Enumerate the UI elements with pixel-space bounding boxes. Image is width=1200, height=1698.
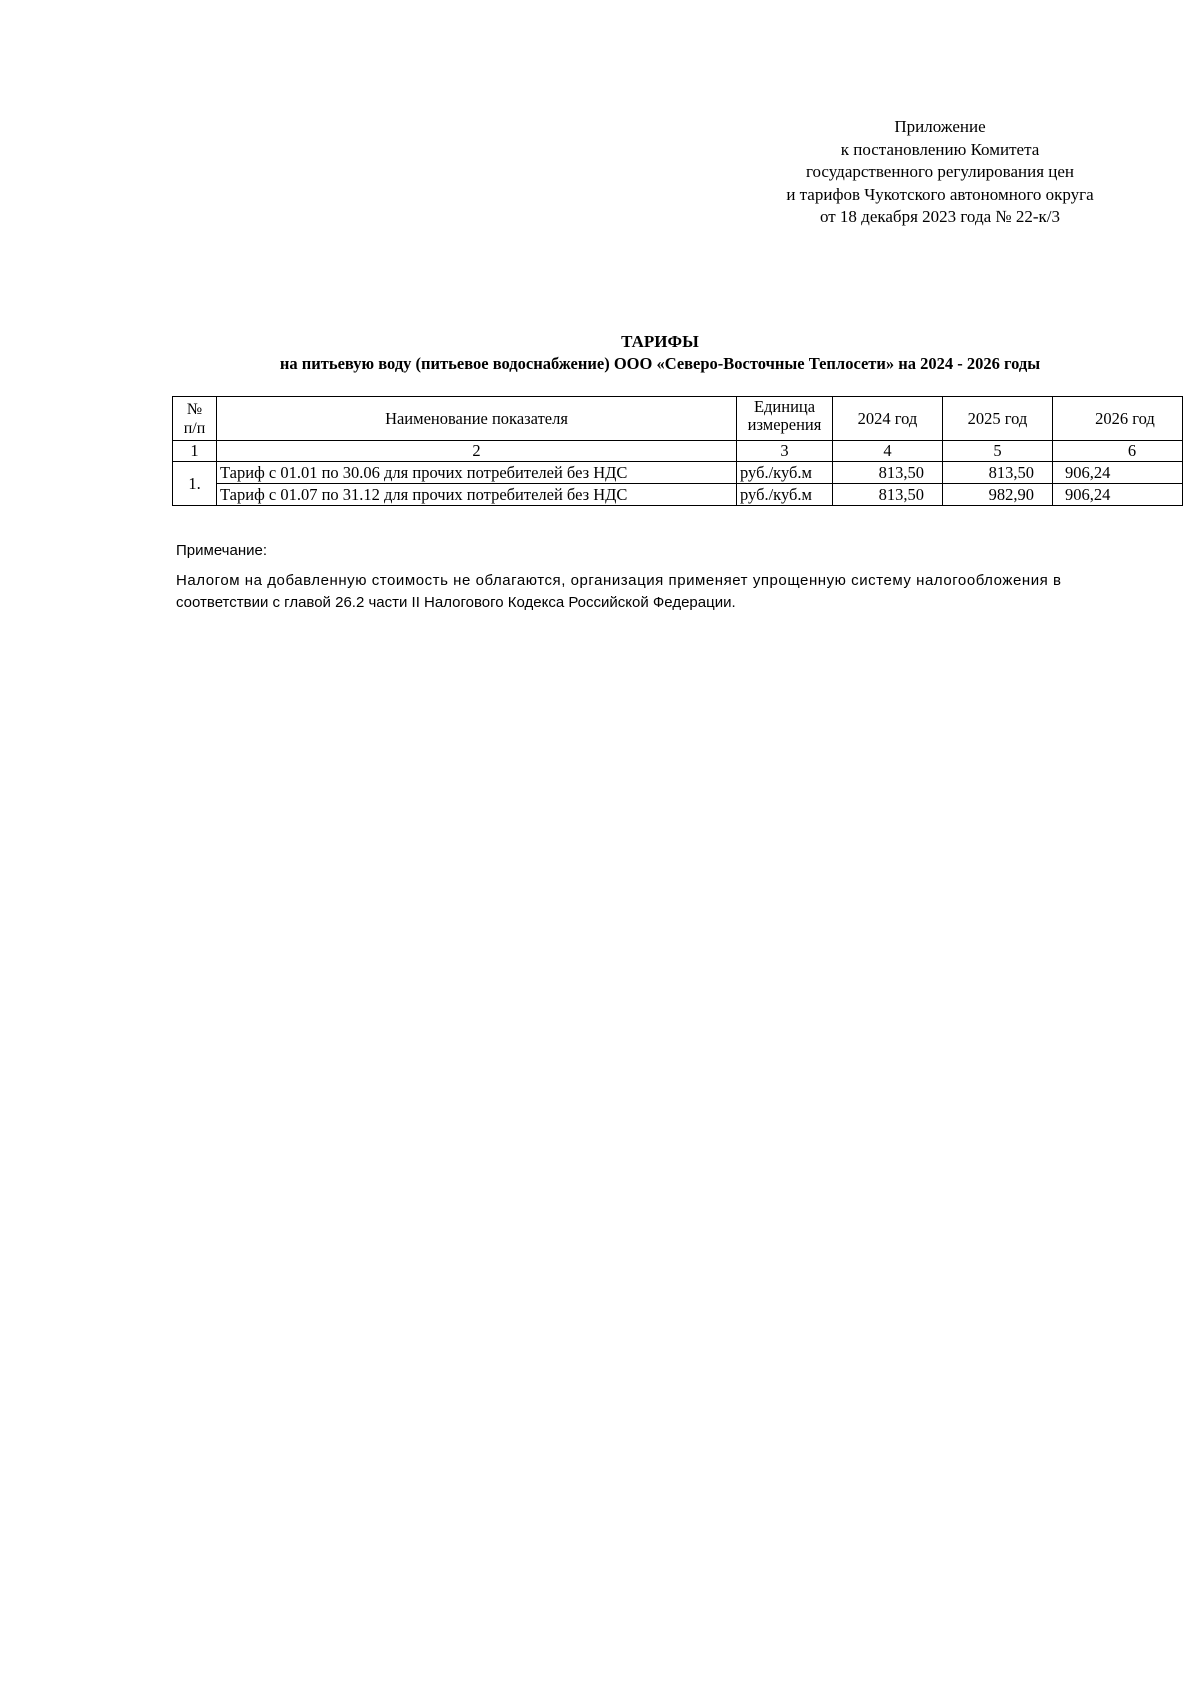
note-text	[176, 570, 1122, 614]
index-cell: 3	[737, 441, 833, 462]
index-cell: 4	[833, 441, 943, 462]
note-line: соответствии с главой 26.2 части II Налогового Кодекса Российской Федерации.	[176, 594, 736, 611]
header-2024: 2024 год	[833, 397, 943, 441]
row-value-2026: 906,24	[1053, 462, 1183, 484]
appendix-line: и тарифов Чукотского автономного округа	[786, 184, 1094, 204]
row-value-2025: 813,50	[943, 462, 1053, 484]
row-value-2025: 982,90	[943, 484, 1053, 506]
table-header-row	[173, 397, 1183, 441]
header-name: Наименование показателя	[217, 397, 737, 441]
appendix-line: Приложение	[894, 117, 986, 136]
document-subtitle: на питьевую воду (питьевое водоснабжение) ООО «Северо-Восточные Теплосети» на 2024 - 2026 годы	[279, 354, 1041, 373]
row-name: Тариф с 01.07 по 31.12 для прочих потребителей без НДС	[217, 484, 737, 506]
row-value-2024: 813,50	[833, 462, 943, 484]
header-unit	[737, 397, 833, 441]
header-unit-line1: Единица	[753, 397, 816, 416]
index-cell: 6	[1053, 441, 1183, 462]
index-cell: 5	[943, 441, 1053, 462]
row-unit: руб./куб.м	[737, 484, 833, 506]
table-index-row	[173, 441, 1183, 462]
header-number-line1: №	[186, 400, 203, 418]
header-2026: 2026 год	[1053, 397, 1183, 441]
tariff-table	[172, 396, 1183, 506]
appendix-line: к постановлению Комитета	[840, 139, 1040, 159]
header-unit-line2: измерения	[747, 415, 822, 434]
note-line: Налогом на добавленную стоимость не облагаются, организация применяет упрощенную систему налогообложения в	[176, 572, 1062, 589]
row-unit: руб./куб.м	[737, 462, 833, 484]
appendix-header	[740, 116, 1140, 229]
document-title: ТАРИФЫ	[621, 332, 699, 351]
tariff-table-container	[172, 396, 1155, 511]
index-cell: 2	[217, 441, 737, 462]
note-label: Примечание:	[176, 542, 267, 559]
table-row	[173, 462, 1183, 484]
row-value-2026: 906,24	[1053, 484, 1183, 506]
header-number	[173, 397, 217, 441]
header-number-line2: п/п	[183, 419, 206, 437]
row-name: Тариф с 01.01 по 30.06 для прочих потребителей без НДС	[217, 462, 737, 484]
row-group-number: 1.	[173, 462, 217, 506]
index-cell: 1	[173, 441, 217, 462]
row-value-2024: 813,50	[833, 484, 943, 506]
appendix-line: государственного регулирования цен	[805, 162, 1075, 181]
appendix-line: от 18 декабря 2023 года № 22-к/3	[819, 207, 1061, 226]
table-row	[173, 484, 1183, 506]
header-2025: 2025 год	[943, 397, 1053, 441]
